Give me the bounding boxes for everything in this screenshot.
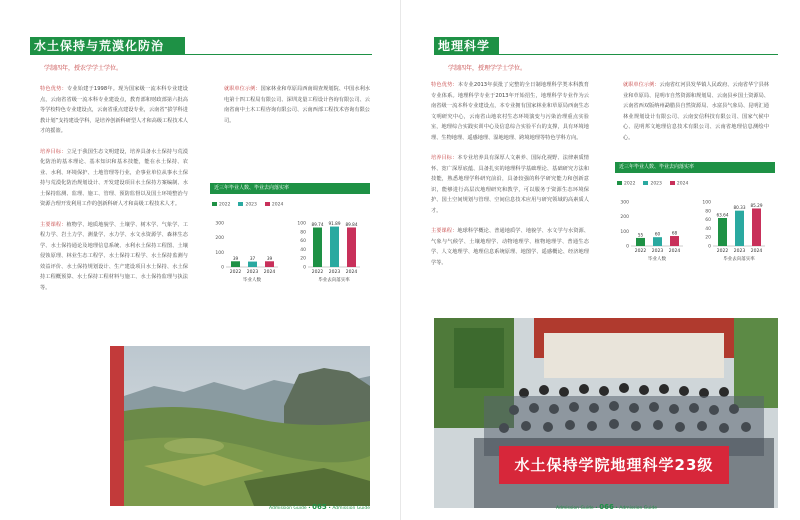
right-page	[400, 0, 800, 520]
chart-title: 近三年毕业人数、毕业去向落实率	[210, 183, 370, 194]
bar-value-label: 55	[637, 232, 644, 238]
legend-item: 2023	[238, 202, 256, 208]
group-photo	[434, 318, 778, 508]
y-tick-label: 100	[620, 229, 629, 235]
x-tick-label: 2023	[651, 249, 664, 254]
courses-paragraph	[40, 220, 188, 294]
landscape-photo	[124, 346, 370, 506]
courses-label: 主要课程：	[431, 228, 458, 234]
y-tick-label: 60	[705, 218, 711, 224]
goal-paragraph	[40, 147, 188, 210]
title-underline	[434, 54, 778, 55]
employ-text: 云南省红河县发华镇人民政府、云南省华宁县林业和草原局、昆明市自然资源和规划局、云南县乡国土资源局、云南省西双版纳州勐腊县自然资源局、水富县气象局、昆明汇通林业规划设计有限公司、云南安信科技有限公司、国家气候中心、昆明邦文地理信息技术有限公司、云南省地理信息测绘中心。	[623, 82, 769, 141]
y-tick-label: 20	[705, 235, 711, 241]
y-tick-label: 100	[215, 250, 224, 256]
y-tick-label: 60	[300, 239, 306, 245]
y-tick-label: 300	[620, 200, 629, 206]
bar	[347, 227, 356, 267]
employ-paragraph	[224, 84, 370, 126]
chart-svg	[615, 196, 691, 268]
x-axis-label: 毕业去向落实率	[723, 257, 755, 262]
bar-value-label: 89.74	[311, 222, 324, 228]
bar-value-label: 63.64	[716, 212, 729, 218]
bar	[231, 261, 240, 267]
features-text: 本专业2013年获批了完整的全日制地理科学类本科教育专业体系。地理科学专业于2013年开始招生，地理科学专业作为云南省级一流本科专业建设点，本专业拥有国家林业和草原局西南生态文明研究中心，云南省山地农村生态环境演变与污染治理重点实验室，地理综合实践实训中心及信息综合实验平台的支撑，具有环境地理、生物地理、遥感地理、湿地地理、跨境地理等特色学科方向。	[431, 82, 589, 141]
chart-svg	[210, 217, 286, 289]
legend-item: 2023	[643, 181, 661, 187]
goal-label: 培养目标：	[431, 155, 458, 161]
left-footer: Admission Guide • 065 • Admission Guide	[268, 503, 370, 511]
major-subtitle: 学制四年，授农学学士学位。	[44, 65, 123, 72]
bar-value-label: 39	[266, 255, 273, 261]
employ-text: 国家林业和草原局西南调查规划院、中国水利水电第十四工程局有限公司、深圳龙量工程设计咨询有限公司、云南省南中土木工程咨询有限公司、云南西部工程技术咨询有限公司。	[224, 86, 370, 124]
x-axis-label: 毕业去向落实率	[318, 278, 350, 283]
x-axis-label: 毕业人数	[648, 257, 666, 262]
x-tick-label: 2023	[328, 270, 341, 275]
placement-chart	[697, 196, 773, 268]
goal-label: 培养目标：	[40, 148, 67, 155]
y-tick-label: 80	[705, 209, 711, 215]
bar	[653, 237, 662, 246]
employ-column	[224, 84, 370, 136]
right-text-column	[431, 80, 589, 278]
x-tick-label: 2023	[733, 249, 746, 254]
chart-legend	[210, 202, 370, 208]
y-tick-label: 40	[300, 247, 306, 253]
courses-text: 植物学、地质地貌学、土壤学、树木学、气象学、工程力学、岩土力学、测量学、水力学、水文水资源学、森林生态学、水土保持通论及地理信息系统、水利水土保持工程图、土壤侵蚀原理、林业生态工程学、水土保持工程学、水土保持监测与效益评价、水土保持规划设计、生产建设项目水土保持、水土保持工程概预算、水土保持工程材料与施工、水土保持监理与执法等。	[40, 221, 188, 291]
x-tick-label: 2024	[263, 270, 276, 275]
x-tick-label: 2022	[229, 270, 242, 275]
features-label: 特色优势：	[40, 86, 67, 92]
bar	[313, 228, 322, 267]
bar	[636, 238, 645, 246]
courses-paragraph	[431, 226, 589, 268]
x-tick-label: 2024	[668, 249, 681, 254]
y-tick-label: 200	[620, 215, 629, 221]
employ-paragraph	[623, 80, 769, 143]
bar-value-label: 39	[232, 255, 239, 261]
landscape-image	[124, 346, 370, 506]
y-tick-label: 0	[626, 244, 629, 250]
bar	[718, 218, 727, 246]
x-tick-label: 2022	[634, 249, 647, 254]
bar	[670, 236, 679, 246]
class-banner: 水土保持学院地理科学23级	[499, 446, 729, 484]
y-tick-label: 80	[300, 230, 306, 236]
right-footer: Admission Guide • 066 • Admission Guide	[556, 503, 658, 511]
y-tick-label: 20	[300, 256, 306, 262]
title-underline	[30, 54, 372, 55]
y-tick-label: 0	[221, 265, 224, 271]
y-tick-label: 0	[708, 244, 711, 250]
features-label: 特色优势：	[431, 82, 458, 88]
left-text-column	[40, 84, 188, 303]
chart-svg	[697, 196, 773, 268]
bar	[752, 208, 761, 246]
features-text: 专业始建于1998年。现为国家级一流本科专业建设点，云南省省级一流本科专业建设点，教育部和财政部第六批高等学校特色专业建设点，云南省重点建设专业，云南省“拔学科进教计划”支持建设学科，是培养创新科研型人才和高级工程技术人才的摇篮。	[40, 86, 188, 134]
employ-label: 就职单位示例：	[224, 86, 261, 92]
goal-text: 立足于我国生态文明建设，培养具备水土保持与荒漠化防治的基本理论、基本知识和基本技能，能在水土保持、农业、水利、环境保护、土地管理等行业，企事业单位从事水土保持与荒漠化防治规划设计、开发建设项目水土保持方案编制、水土保持监测、监理、施工、管理、预防监督以及国土环境整治与资源合理开发利用工作的创新科研人才和高级工程技术人才。	[40, 148, 188, 207]
chart-legend	[615, 181, 775, 187]
legend-item: 2024	[670, 181, 688, 187]
x-tick-label: 2022	[716, 249, 729, 254]
bar	[330, 227, 339, 267]
bar-value-label: 68	[671, 230, 678, 236]
employ-column	[623, 80, 769, 153]
graduates-chart	[210, 217, 286, 289]
bar-value-label: 91.89	[328, 221, 341, 227]
y-tick-label: 100	[297, 221, 306, 227]
courses-text: 地球科学概论、普通地质学、地貌学、水文学与水资源、气象与气候学、土壤地理学、动物地理学、植物地理学、普通生态学、人文地理学、地理信息系统原理、地图学、遥感概论、经济地理学等。	[431, 228, 589, 266]
legend-item: 2024	[265, 202, 283, 208]
bar-value-label: 85.29	[750, 202, 763, 208]
bar-value-label: 60	[654, 231, 661, 237]
bar	[248, 262, 257, 267]
x-tick-label: 2023	[246, 270, 259, 275]
major-title: 水土保持与荒漠化防治	[30, 37, 185, 55]
x-tick-label: 2024	[345, 270, 358, 275]
graduates-chart	[615, 196, 691, 268]
y-tick-label: 0	[303, 265, 306, 271]
bar	[735, 211, 744, 246]
goal-paragraph	[431, 153, 589, 216]
x-tick-label: 2024	[750, 249, 763, 254]
red-accent-bar	[110, 346, 124, 506]
major-subtitle: 学制四年，授理学学士学位。	[448, 65, 527, 72]
x-tick-label: 2022	[311, 270, 324, 275]
y-tick-label: 40	[705, 226, 711, 232]
legend-item: 2022	[617, 181, 635, 187]
features-paragraph	[40, 84, 188, 137]
chart-svg	[292, 217, 368, 289]
employ-label: 就职单位示例：	[623, 82, 660, 88]
bar-value-label: 37	[249, 256, 256, 262]
left-chart	[210, 183, 370, 298]
features-paragraph	[431, 80, 589, 143]
chart-title: 近三年毕业人数、毕业去向落实率	[615, 162, 775, 173]
bar-value-label: 89.84	[345, 221, 358, 227]
placement-chart	[292, 217, 368, 289]
legend-item: 2022	[212, 202, 230, 208]
y-tick-label: 100	[702, 200, 711, 206]
major-title: 地理科学	[434, 37, 499, 55]
goal-text: 本专业培养具有深厚人文素养、国际化视野、法律素质情怀、宽广深厚底蕴、具备扎实的地理科学基础理论、基础研究方法和技能，熟悉地理学科研究前沿，具备较强的科学研究能力和创新意识，能够进行高层次地理研究和教学，可以服务于资源生态环境保护、国土空间规划与管理、空间信息技术应用与研究领域的高素质人才。	[431, 155, 589, 214]
bar	[265, 261, 274, 267]
bar-value-label: 80.33	[733, 205, 746, 211]
y-tick-label: 200	[215, 236, 224, 242]
right-chart	[615, 162, 775, 277]
courses-label: 主要课程：	[40, 221, 67, 228]
x-axis-label: 毕业人数	[243, 278, 261, 283]
y-tick-label: 300	[215, 221, 224, 227]
